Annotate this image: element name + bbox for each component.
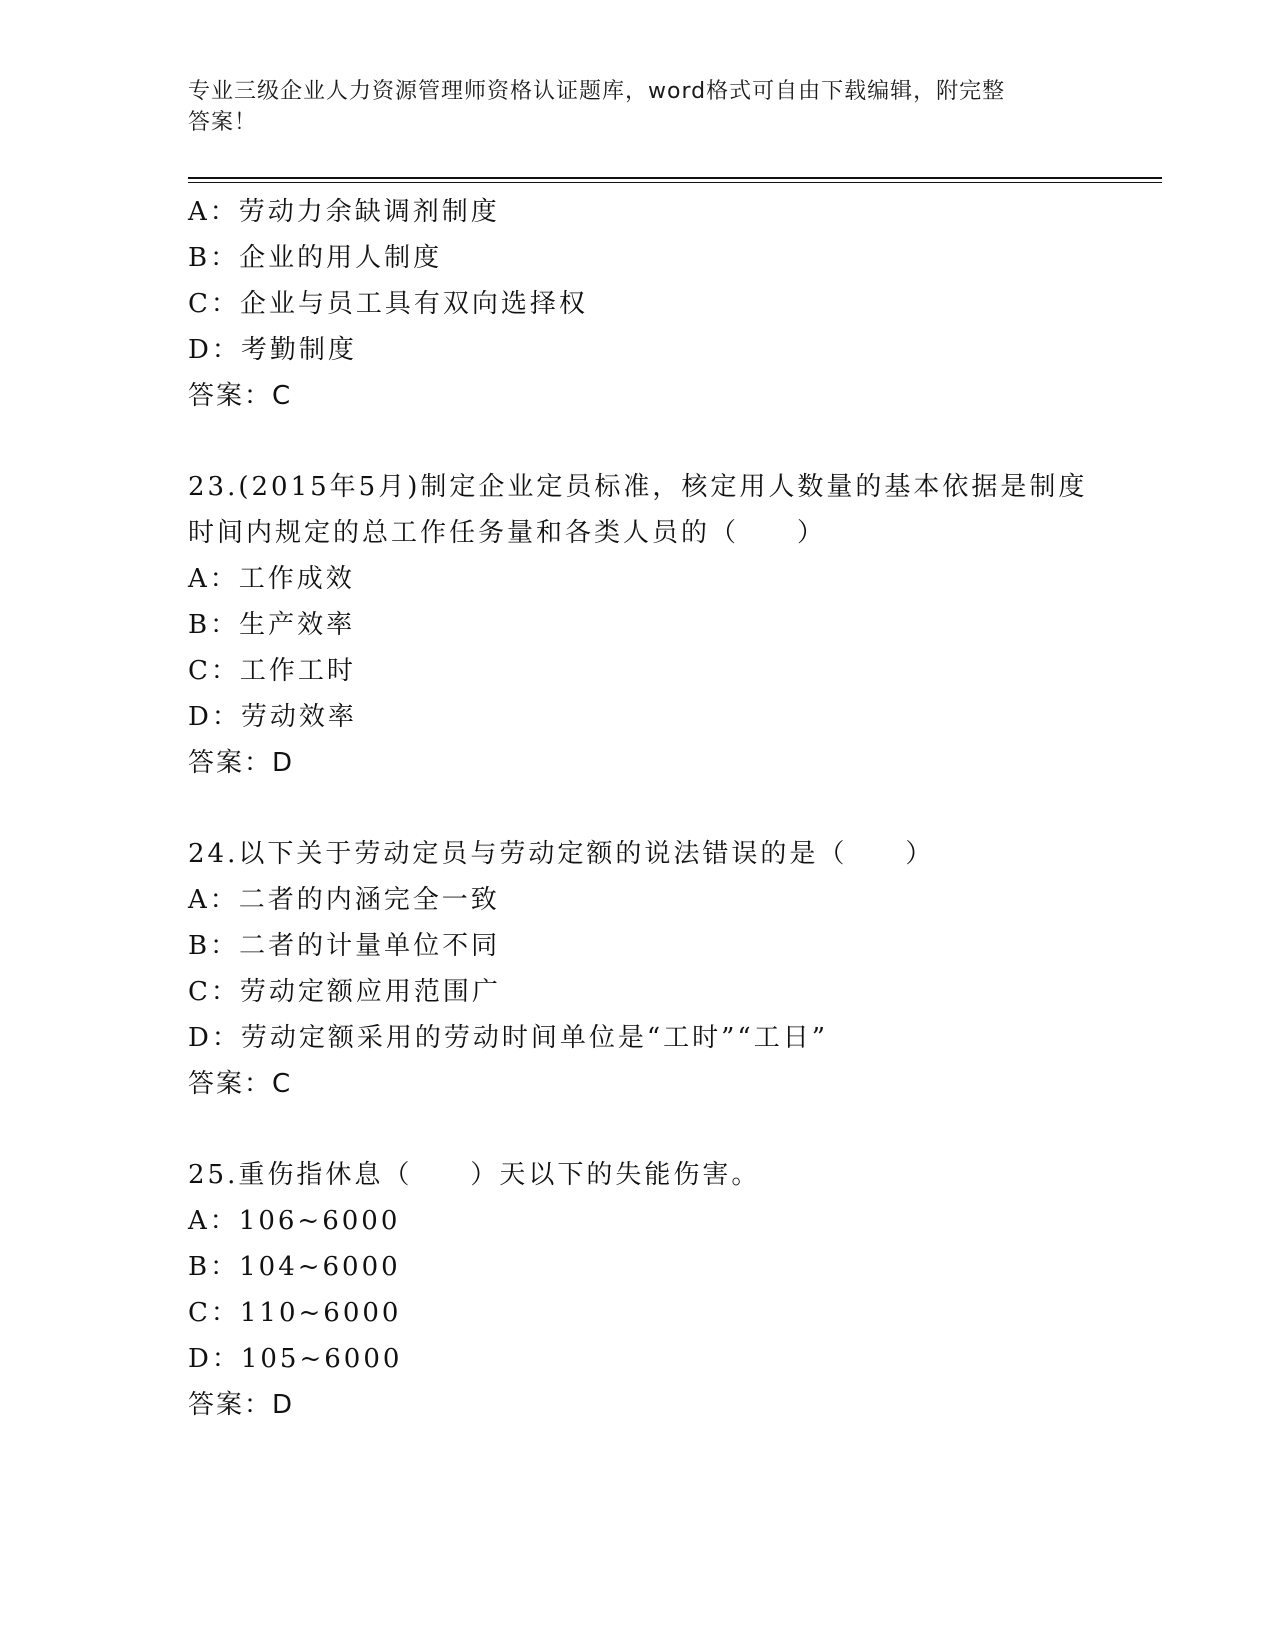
answer-line: 答案：C — [188, 381, 293, 411]
spacer — [188, 419, 1162, 464]
option-a: A：工作成效 — [188, 564, 355, 594]
option-c: C：劳动定额应用范围广 — [188, 977, 501, 1007]
spacer — [188, 786, 1162, 831]
option-b: B：104~6000 — [188, 1252, 401, 1282]
answer-line: 答案：C — [188, 1069, 293, 1099]
question-stem-line-1: 24.以下关于劳动定员与劳动定额的说法错误的是（ ） — [188, 839, 935, 869]
option-c: C：企业与员工具有双向选择权 — [188, 289, 588, 319]
option-d: D：劳动定额采用的劳动时间单位是“工时”“工日” — [188, 1023, 829, 1053]
option-c: C：工作工时 — [188, 656, 356, 686]
header-line-2: 答案！ — [188, 110, 258, 135]
question-stem-line-1: 23.(2015年5月)制定企业定员标准，核定用人数量的基本依据是制度 — [188, 472, 1088, 502]
option-b: B：二者的计量单位不同 — [188, 931, 501, 961]
question-block-25 — [188, 1152, 1162, 1428]
option-a: A：106~6000 — [188, 1206, 401, 1236]
option-c: C：110~6000 — [188, 1298, 402, 1328]
document-header — [188, 76, 1068, 138]
option-d: D：劳动效率 — [188, 702, 357, 732]
question-block-23 — [188, 464, 1162, 786]
option-b: B：生产效率 — [188, 610, 356, 640]
question-block-22 — [188, 189, 1162, 419]
question-stem-line-1: 25.重伤指休息（ ）天以下的失能伤害。 — [188, 1160, 761, 1190]
question-block-24 — [188, 831, 1162, 1107]
header-line-1: 专业三级企业人力资源管理师资格认证题库，word格式可自由下载编辑，附完整 — [188, 79, 1006, 104]
option-a: A：二者的内涵完全一致 — [188, 885, 500, 915]
header-divider-thin — [188, 182, 1162, 183]
question-list — [188, 189, 1162, 1428]
question-stem-line-2: 时间内规定的总工作任务量和各类人员的（ ） — [188, 518, 827, 548]
option-b: B：企业的用人制度 — [188, 243, 443, 273]
option-d: D：105~6000 — [188, 1344, 403, 1374]
answer-line: 答案：D — [188, 1390, 295, 1420]
spacer — [188, 1107, 1162, 1152]
option-d: D：考勤制度 — [188, 335, 357, 365]
answer-line: 答案：D — [188, 748, 295, 778]
header-divider-thick — [188, 177, 1162, 179]
option-a: A：劳动力余缺调剂制度 — [188, 197, 500, 227]
